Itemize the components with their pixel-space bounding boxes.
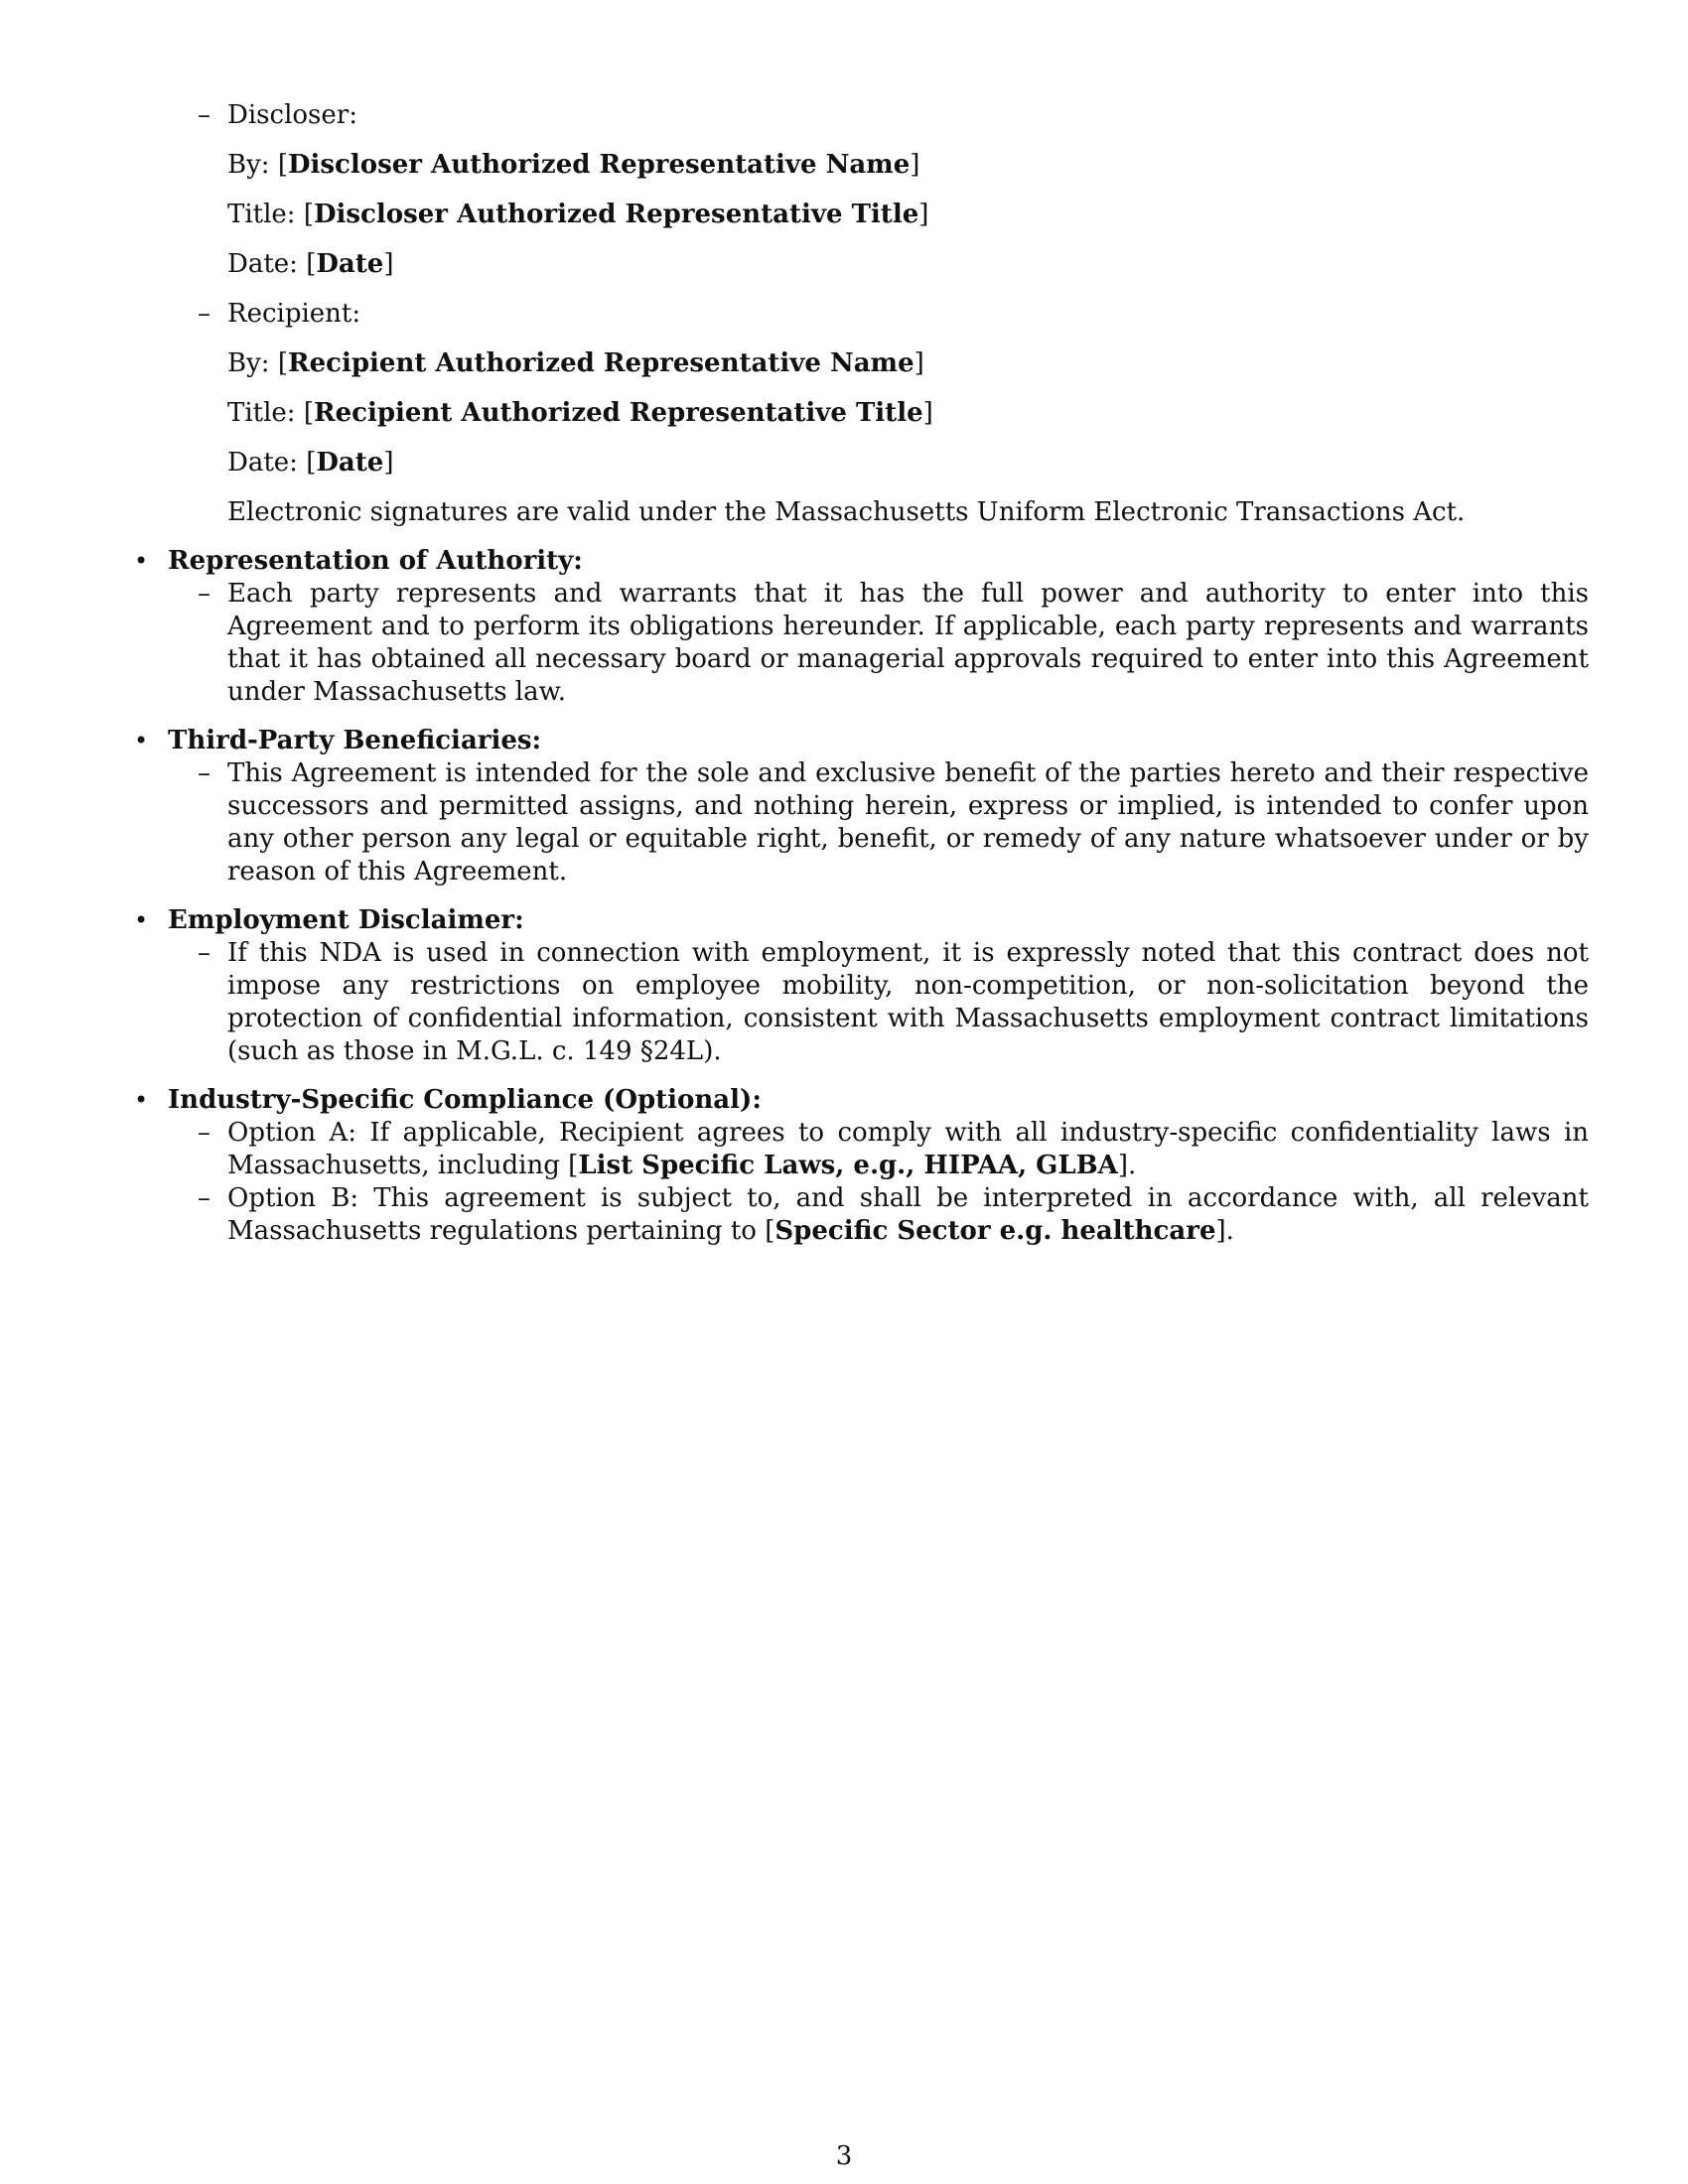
dash-marker: –: [198, 1118, 211, 1148]
dash-marker: –: [198, 100, 211, 130]
employment-heading: Employment Disclaimer:: [168, 905, 524, 935]
dash-marker: –: [198, 1183, 211, 1213]
recipient-by-value: Recipient Authorized Representative Name: [287, 348, 914, 378]
discloser-date-line: Date: [Date]: [227, 249, 394, 279]
discloser-signature-item: [134, 99, 1589, 132]
discloser-by-label: By:: [227, 150, 270, 180]
bullet-marker: •: [134, 547, 149, 575]
discloser-by-value: Discloser Authorized Representative Name: [287, 150, 911, 180]
third-party-section: [134, 725, 1589, 888]
discloser-title-label: Title:: [227, 200, 296, 229]
electronic-signature-note: Electronic signatures are valid under the Massachusetts Uniform Electronic Transactions Act.: [227, 497, 1466, 527]
third-party-heading: Third-Party Beneficiaries:: [168, 726, 542, 755]
dash-marker: –: [198, 579, 211, 609]
industry-option-b: – Option B: This agreement is subject to, and shall be interpreted in accordance with, all relevant Massachusetts regulations pertaining to [Specific Sector e.g. healthcare].: [198, 1183, 1589, 1246]
employment-text: If this NDA is used in connection with employment, it is expressly noted that this contract does not impose any restrictions on employee mobility, non-competition, or non-solicitation beyond the protection of confidential information, consistent with Massachusetts employment contract limitations (such as those in M.G.L. c. 149 §24L).: [227, 938, 1589, 1066]
page-number: 3: [835, 2141, 853, 2171]
authority-heading: Representation of Authority:: [168, 546, 583, 576]
recipient-date-value: Date: [316, 448, 384, 478]
discloser-title-value: Discloser Authorized Representative Title: [314, 200, 919, 229]
bullet-marker: •: [134, 1086, 149, 1114]
discloser-label: Discloser:: [227, 100, 357, 130]
option-b-placeholder: Specific Sector e.g. healthcare: [774, 1216, 1216, 1246]
recipient-date-line: Date: [Date]: [227, 448, 394, 478]
option-a-placeholder: List Specific Laws, e.g., HIPAA, GLBA: [578, 1151, 1118, 1180]
recipient-label: Recipient:: [227, 299, 361, 329]
discloser-by-line: By: [Discloser Authorized Representative Name]: [227, 150, 920, 180]
industry-section: [134, 1084, 1589, 1248]
employment-section: [134, 904, 1589, 1068]
authority-item: [168, 578, 1589, 709]
option-b-text: Option B: This agreement is subject to, and shall be interpreted in accordance with, all relevant Massachusetts regulations pertaining to: [227, 1183, 1589, 1246]
employment-item: [168, 937, 1589, 1068]
bullet-marker: •: [134, 906, 149, 934]
dash-marker: –: [198, 758, 211, 788]
recipient-by-label: By:: [227, 348, 270, 378]
discloser-title-line: Title: [Discloser Authorized Representative Title]: [227, 200, 929, 229]
page-content: [134, 99, 1589, 1248]
recipient-title-line: Title: [Recipient Authorized Representative Title]: [227, 398, 933, 428]
recipient-signature-item: [134, 298, 1589, 331]
recipient-title-label: Title:: [227, 398, 296, 428]
recipient-by-line: By: [Recipient Authorized Representative Name]: [227, 348, 924, 378]
bullet-marker: •: [134, 727, 149, 754]
recipient-date-label: Date:: [227, 448, 298, 478]
third-party-text: This Agreement is intended for the sole and exclusive benefit of the parties hereto and their respective successors and permitted assigns, and nothing herein, express or implied, is intended to confer upon any other person any legal or equitable right, benefit, or remedy of any nature whatsoever under or by reason of this Agreement.: [227, 758, 1589, 887]
authority-section: [134, 545, 1589, 709]
discloser-date-label: Date:: [227, 249, 298, 279]
dash-marker: –: [198, 938, 211, 968]
industry-option-a: – Option A: If applicable, Recipient agrees to comply with all industry-specific confidentiality laws in Massachusetts, including [List Specific Laws, e.g., HIPAA, GLBA].: [198, 1118, 1589, 1180]
industry-heading: Industry-Specific Compliance (Optional):: [168, 1085, 762, 1115]
dash-marker: –: [198, 299, 211, 329]
third-party-item: [168, 757, 1589, 888]
discloser-date-value: Date: [316, 249, 384, 279]
recipient-title-value: Recipient Authorized Representative Title: [314, 398, 923, 428]
option-a-text: Option A: If applicable, Recipient agrees to comply with all industry-specific confidentiality laws in Massachusetts, including: [227, 1118, 1589, 1180]
authority-text: Each party represents and warrants that it has the full power and authority to enter into this Agreement and to perform its obligations hereunder. If applicable, each party represents and warrants that it has obtained all necessary board or managerial approvals required to enter into this Agreement under Massachusetts law.: [227, 579, 1589, 707]
